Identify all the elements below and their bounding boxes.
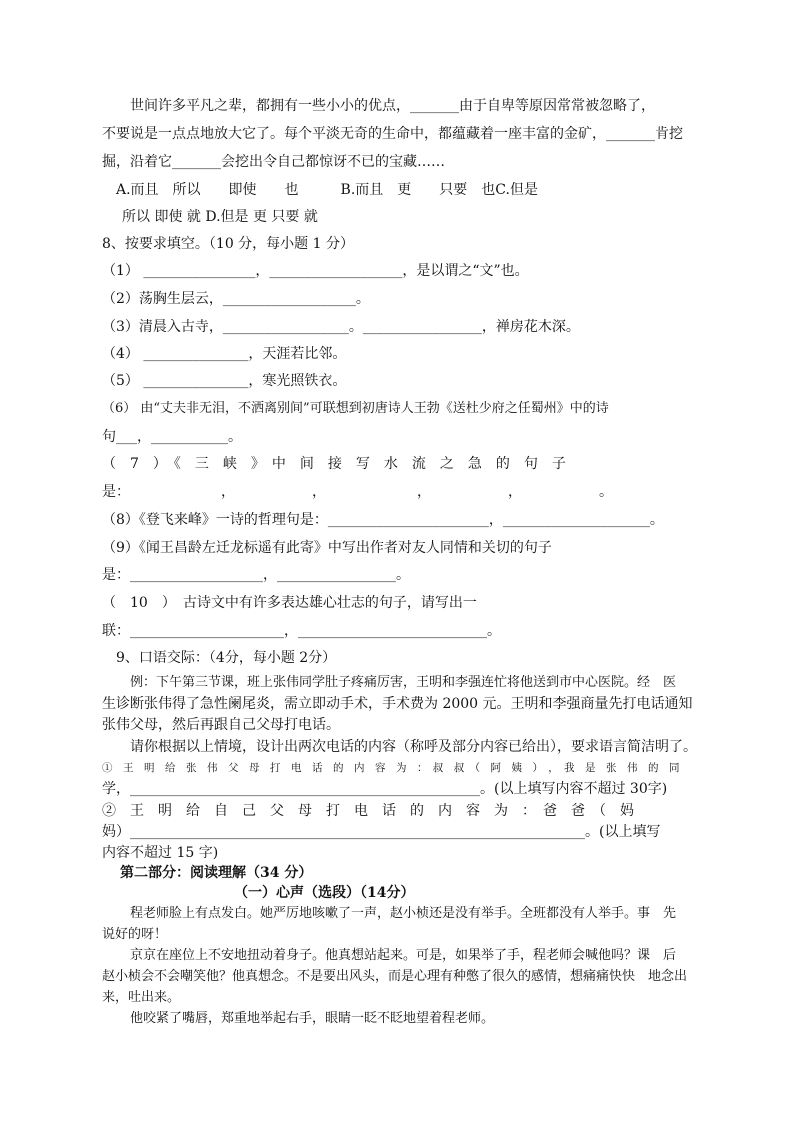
q9-example-2: 生诊断张伟得了急性阑尾炎，需立即动手术，手术费为 2000 元。王明和李强商量先打电话通知	[102, 696, 693, 712]
q8-item-7a: （ 7 ） 《 三 峡 》 中 间 接 写 水 流 之 急 的 句 子	[102, 456, 566, 472]
q8-item-2: （2）荡胸生层云，___________________。	[102, 291, 370, 307]
part2-subheading: （一）心声（选段）（14分）	[234, 885, 415, 901]
reading-p3: 他咬紧了嘴唇，郑重地举起右手，眼睛一眨不眨地望着程老师。	[130, 1011, 495, 1026]
reading-p2c: 来，吐出来。	[102, 990, 181, 1005]
passage-options-1: A.而且 所以 即使 也 B.而且 更 只要 也C.但是	[116, 182, 538, 198]
q8-item-5: （5） _______________，寒光照铁衣。	[102, 373, 347, 389]
q9-answer-2c: 内容不超过 15 字)	[102, 845, 219, 861]
reading-p1a: 程老师脸上有点发白。她严厉地咳嗽了一声，赵小桢还是没有举手。全班都没有人举手。事 先	[130, 906, 677, 921]
reading-p2a: 京京在座位上不安地扭动着身子。他真想站起来。可是，如果举了手，程老师会喊他吗？课 后	[130, 948, 677, 963]
q8-item-9b: 是：___________________，_________________。	[102, 567, 410, 583]
q9-prompt: 请你根据以上情境，设计出两次电话的内容（称呼及部分内容已给出），要求语言简洁明了。	[130, 739, 697, 755]
q8-item-6b: 句___，___________。	[102, 429, 242, 445]
passage-line-2: 不要说是一点点地放大它了。每个平淡无奇的生命中，都蕴藏着一座丰富的金矿，_______肯挖	[102, 126, 683, 142]
q9-example-3: 张伟父母，然后再跟自己父母打电话。	[102, 717, 340, 733]
q9-title: 9、口语交际：（4分，每小题 2分）	[116, 650, 337, 666]
q8-item-1: （1） ________________，___________________，是以谓之“文”也。	[102, 263, 529, 279]
q8-item-9a: （9）《闻王昌龄左迁龙标遥有此寄》中写出作者对友人同情和关切的句子	[102, 540, 552, 556]
q8-item-10b: 联：______________________，___________________________。	[102, 623, 501, 639]
q9-example-1: 例：下午第三节课，班上张伟同学肚子疼痛厉害，王明和李强连忙将他送到市中心医院。经 医	[130, 675, 677, 690]
q8-title: 8、按要求填空。（10 分，每小题 1 分）	[102, 236, 354, 252]
passage-options-2: 所以 即使 就 D.但是 更 只要 就	[122, 209, 318, 225]
q8-item-6a: （6） 由“丈夫非无泪，不洒离别间”可联想到初唐诗人王勃《送杜少府之任蜀州》中的诗	[102, 401, 609, 416]
q8-item-8: （8）《登飞来峰》一诗的哲理句是：_______________________，_____________________。	[102, 512, 664, 528]
q9-answer-1a: ① 王 明 给 张 伟 父 母 打 电 话 的 内 容 为 ： 叔 叔 （ 阿 姨 ） ， 我 是 张 伟 的 同	[102, 762, 680, 774]
q9-answer-1b: 学，__________________________________________________。(以上填写内容不超过 30字)	[102, 781, 668, 797]
passage-line-3: 掘，沿着它_______会挖出令自己都惊讶不已的宝藏……	[102, 154, 445, 170]
reading-p1b: 说好的呀！	[102, 927, 168, 942]
q8-item-3: （3）清晨入古寺，__________________。_________________，禅房花木深。	[102, 319, 580, 335]
reading-p2b: 赵小桢会不会嘲笑他？他真想念。不是要出风头，而是心理有种憋了很久的感情，想痛痛快快 地念出	[102, 969, 688, 984]
q8-item-4: （4） _______________，天涯若比邻。	[102, 346, 347, 362]
q9-answer-2b: 妈）_________________________________________________________________。(以上填写	[102, 824, 661, 840]
passage-line-1: 世间许多平凡之辈，都拥有一些小小的优点，_______由于自卑等原因常常被忽略了，	[130, 98, 655, 114]
q8-item-7b: 是： ， ， ， ， 。	[102, 484, 613, 500]
part2-heading: 第二部分：阅读理解（34 分）	[120, 865, 313, 881]
q8-item-10a: （ 10 ） 古诗文中有许多表达雄心壮志的句子，请写出一	[102, 595, 477, 611]
q9-answer-2a: ② 王 明 给 自 己 父 母 打 电 话 的 内 容 为 ： 爸 爸 （ 妈	[102, 803, 634, 819]
